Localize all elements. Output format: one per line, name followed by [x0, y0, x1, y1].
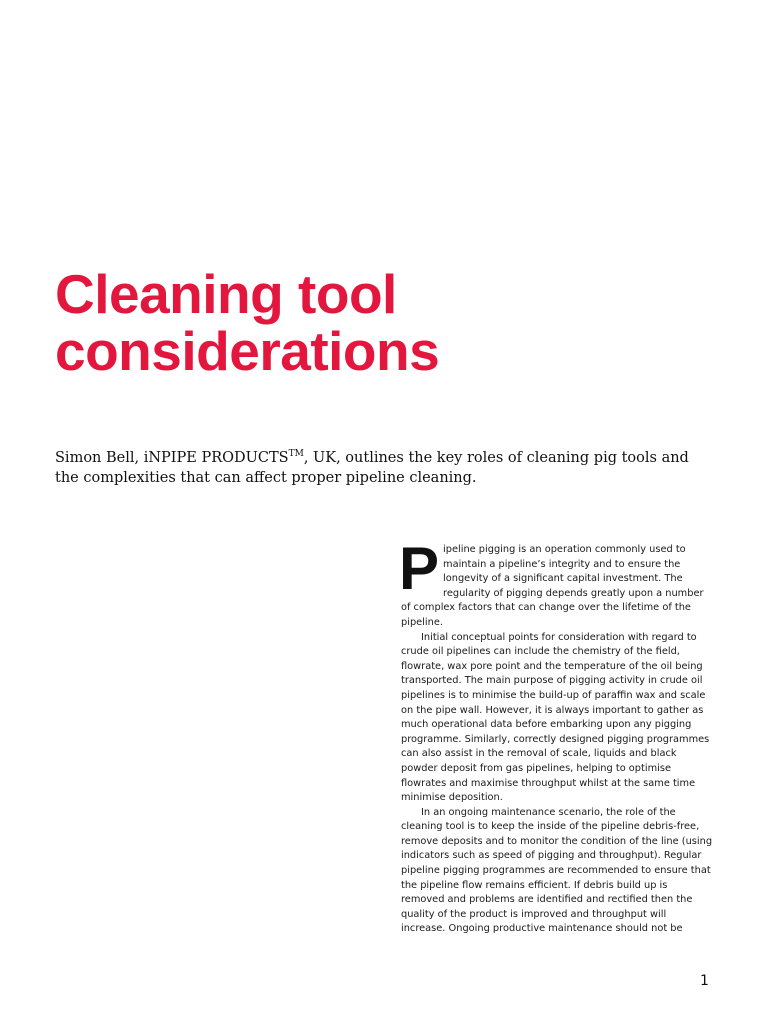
paragraph-3: In an ongoing maintenance scenario, the role of the cleaning tool is to keep the inside of the pipeline debris-free, remove deposits and to monitor the condition of the line (using indicators such as speed of pigging and throughput). Regular pipeline pigging programmes are recommended to ensure that the pipeline flow remains efficient. If debris build up is removed and problems are identified and rectified then the quality of the product is improved and throughput will increase. Ongoing productive maintenance should not be — [401, 806, 713, 935]
standfirst — [55, 448, 715, 488]
standfirst-author: Simon Bell, iNPIPE PRODUCTS — [55, 450, 289, 466]
paragraph-1-text: ipeline pigging is an operation commonly used to maintain a pipeline’s integrity and to ensure the longevity of a significant capital investment. The regularity of pigging depends greatly upon a number of complex factors that can change over the lifetime of the pipeline. — [401, 544, 704, 628]
title-line-2: considerations — [55, 320, 440, 382]
paragraph-2: Initial conceptual points for consideration with regard to crude oil pipelines can include the chemistry of the field, flowrate, wax pore point and the temperature of the oil being transported. The main purpose of pigging activity in crude oil pipelines is to minimise the build-up of paraffin wax and scale on the pipe wall. However, it is always important to gather as much operational data before embarking upon any pigging programme. Similarly, correctly designed pigging programmes can also assist in the removal of scale, liquids and black powder deposit from gas pipelines, helping to optimise flowrates and maximise throughput whilst at the same time minimise deposition. — [401, 631, 710, 804]
paragraph-1 — [399, 535, 713, 631]
drop-cap: P — [399, 535, 440, 602]
article-body — [399, 535, 713, 937]
title-line-1: Cleaning tool — [55, 263, 397, 325]
trademark-mark: TM — [288, 449, 304, 459]
article-title — [55, 263, 735, 382]
page-number: 1 — [700, 973, 709, 989]
standfirst-summary: , UK, outlines the key roles of cleaning pig tools and the complexities that can affect proper pipeline cleaning. — [55, 450, 689, 486]
